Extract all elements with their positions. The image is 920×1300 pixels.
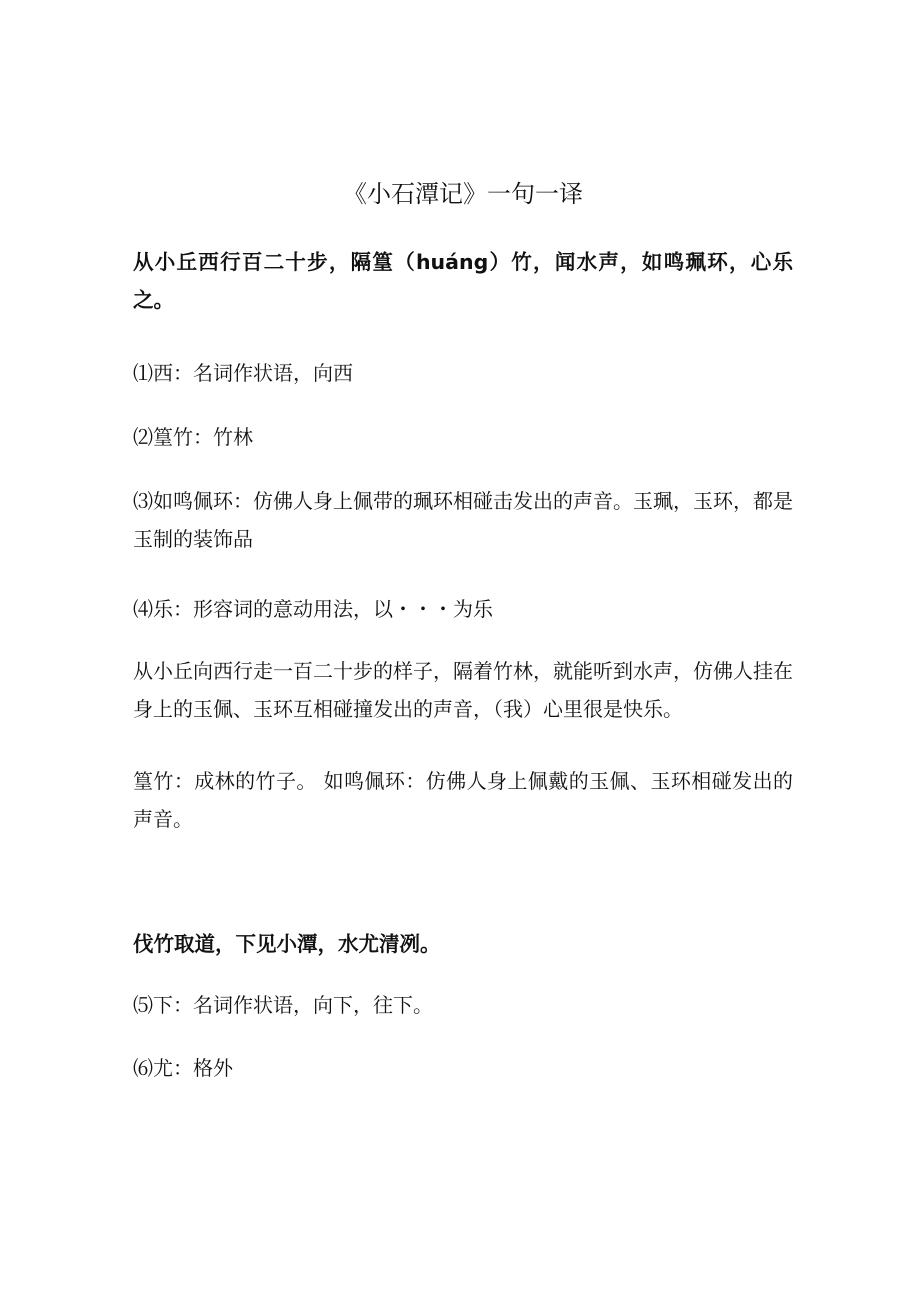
note-4: ⑷乐：形容词的意动用法，以・・・为乐 — [133, 597, 493, 621]
note-3: ⑶如鸣佩环：仿佛人身上佩带的珮环相碰击发出的声音。玉珮，玉环，都是玉制的装饰品 — [133, 489, 793, 551]
page-title: 《小石潭记》一句一译 — [343, 180, 583, 208]
translation-1: 从小丘向西行走一百二十步的样子，隔着竹林，就能听到水声，仿佛人挂在身上的玉佩、玉环互相碰撞发出的声音，（我）心里很是快乐。 — [133, 659, 793, 721]
note-2: ⑵篁竹：竹林 — [133, 425, 253, 449]
note-1: ⑴西：名词作状语，向西 — [133, 361, 353, 385]
original-sentence-2: 伐竹取道，下见小潭，水尤清冽。 — [133, 932, 441, 956]
note-5: ⑸下：名词作状语，向下，往下。 — [133, 993, 433, 1017]
extra-note-1: 篁竹：成林的竹子。 如鸣佩环：仿佛人身上佩戴的玉佩、玉环相碰发出的声音。 — [133, 769, 793, 831]
original-sentence-1: 从小丘西行百二十步，隔篁（huáng）竹，闻水声，如鸣珮环，心乐之。 — [133, 250, 793, 312]
note-6: ⑹尤：格外 — [133, 1056, 233, 1080]
